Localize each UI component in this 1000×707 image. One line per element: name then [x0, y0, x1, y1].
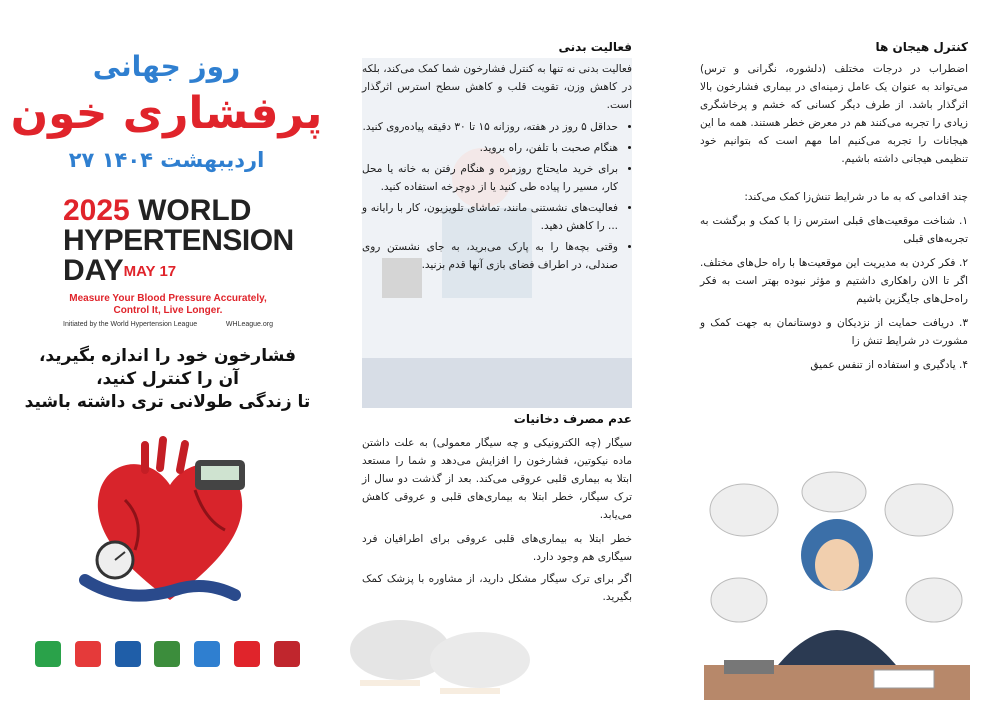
whd-message: Measure Your Blood Pressure Accurately, Control It, Live Longer.: [69, 293, 267, 317]
event-date: ۲۷ اردیبهشت ۱۴۰۴: [68, 148, 265, 172]
activity-heading: فعالیت بدنی: [558, 40, 632, 54]
sponsor-logo-icon: [35, 641, 61, 667]
list-item: • فعالیت‌های نشستنی مانند، تماشای تلویزیون، کار با رایانه و ... را کاهش دهید.: [362, 199, 618, 235]
slogan: [20, 345, 315, 414]
activity-intro: فعالیت بدنی نه تنها به کنترل فشارخون شما کمک می‌کند، بلکه در کاهش وزن، تقویت قلب و کاهش سطح استرس اثرگذار است.: [362, 63, 632, 111]
smoking-paragraph: اگر برای ترک سیگار مشکل دارید، از مشاوره با پزشک کمک بگیرید.: [362, 573, 632, 603]
sponsor-logo-icon: [194, 641, 220, 667]
list-item: • وقتی بچه‌ها را به پارک می‌برید، به جای نشستن روی صندلی، در اطراف فضای بازی آنها قدم بزنید.: [362, 238, 618, 274]
list-item: ۱. شناخت موقعیت‌های قبلی استرس زا با کمک و برگشت به تجربه‌های قبلی: [700, 215, 968, 245]
smoking-paragraph: خطر ابتلا به بیماری‌های قلبی عروقی برای اطرافیان فرد سیگاری هم وجود دارد.: [362, 533, 632, 563]
whd-world: WORLD: [138, 194, 252, 227]
sponsor-logo-icon: [115, 641, 141, 667]
world-hypertension-day-logo: [63, 194, 294, 329]
emotion-intro: اضطراب در درجات مختلف (دلشوره، نگرانی و ترس) می‌تواند به عنوان یک عامل زمینه‌ای در بیماری فشارخون بالا اثرگذار باشد. از طرف دیگر کسانی که خشم و پرخاشگری زیادی را تجربه می‌کنند هم در معرض خطر هستند. همه ما این هیجانات را تجربه می‌کنیم اما مهم است که بتوانیم خود تنظیمی هیجانی داشته باشیم.: [700, 63, 968, 165]
list-item: • برای خرید مایحتاج روزمره و هنگام رفتن به خانه یا محل کار، مسیر را پیاده طی کنید یا از دوچرخه استفاده کنید.: [362, 160, 618, 196]
slogan-line: تا زندگی طولانی تری داشته باشید: [24, 392, 311, 412]
whd-day: DAY: [63, 254, 124, 287]
list-item: ۳. دریافت حمایت از نزدیکان و دوستانمان به جهت کمک و مشورت در شرایط تنش زا: [700, 317, 968, 347]
title-hypertension: پرفشاری خون: [10, 88, 323, 139]
slogan-line: آن را کنترل کنید،: [96, 369, 239, 389]
whd-initiated: Initiated by the World Hypertension League: [63, 321, 198, 329]
list-item: ۲. فکر کردن به مدیریت این موقعیت‌ها با راه حل‌های مختلف. اگر تا الان راهکاری داشتیم و مؤثر نبوده بهتر است به فکر راه‌حل‌های جایگزین باشیم: [700, 257, 968, 305]
whd-hypertension: HYPERTENSION: [63, 224, 294, 257]
sponsor-logo-icon: [75, 641, 101, 667]
emotion-heading: کنترل هیجان ها: [875, 40, 968, 54]
emotion-steps: [700, 212, 968, 374]
stressed-woman-illustration: [704, 470, 970, 700]
whd-site: WHLeague.org: [225, 321, 273, 329]
sponsor-logo-icon: [234, 641, 260, 667]
sponsor-logo-icon: [274, 641, 300, 667]
smoking-paragraph: سیگار (چه الکترونیکی و چه سیگار معمولی) به علت داشتن ماده نیکوتین، فشارخون را افزایش می‌دهد و شما را مستعد ابتلا به بیماری قلبی عروقی می‌کند. بعد از گذشت دو سال از ترک سیگار، خطر ابتلا به بیماری‌های قلبی و عروقی کاهش می‌یابد.: [362, 437, 632, 521]
whd-may: MAY 17: [123, 263, 177, 281]
sponsor-logos: [35, 634, 300, 674]
list-item: ۴. یادگیری و استفاده از تنفس عمیق: [810, 359, 968, 371]
list-item: • حداقل ۵ روز در هفته، روزانه ۱۵ تا ۳۰ دقیقه پیاده‌روی کنید.: [362, 118, 618, 136]
sponsor-logo-icon: [154, 641, 180, 667]
activity-list: [362, 118, 632, 274]
activity-section: [362, 40, 632, 277]
emotion-section: [700, 40, 968, 380]
list-item: • هنگام صحبت با تلفن، راه بروید.: [362, 139, 618, 157]
heart-illustration: [75, 430, 265, 610]
whd-year: 2025: [63, 194, 130, 227]
slogan-line: فشارخون خود را اندازه بگیرید،: [38, 346, 297, 366]
title-world-day: روز جهانی: [92, 50, 241, 83]
smoking-heading: عدم مصرف دخانیات: [513, 412, 632, 426]
smoking-section: [362, 412, 632, 606]
emotion-lead: چند اقدامی که به ما در شرایط تنش‌زا کمک می‌کند:: [744, 191, 968, 203]
left-panel: [0, 0, 333, 707]
